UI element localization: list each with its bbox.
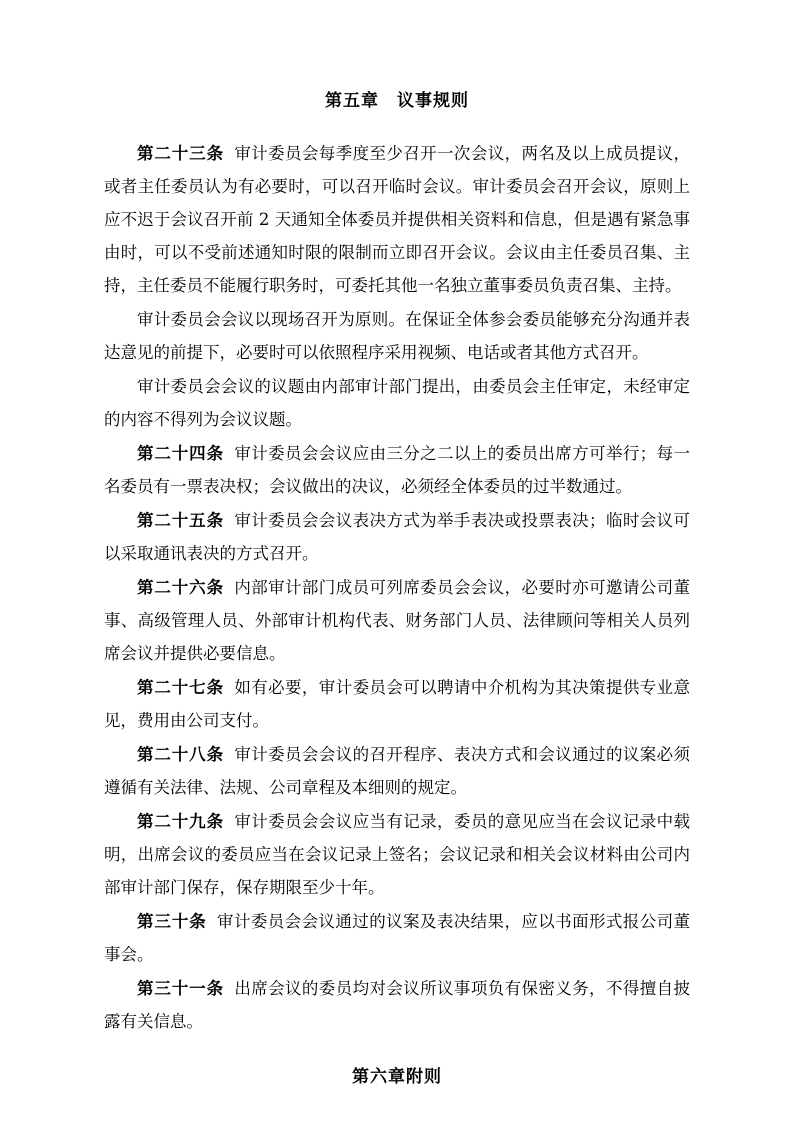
article-28 [104, 738, 690, 804]
article-29 [104, 805, 690, 904]
chapter-five-number: 第五章 [325, 91, 379, 111]
article-23-text: 审计委员会每季度至少召开一次会议，两名及以上成员提议，或者主任委员认为有必要时，可以召开临时会议。审计委员会召开会议，原则上应不迟于会议召开前 2 天通知全体委员并提供相关资料和信息，但是遇有紧急事由时，可以不受前述通知时限的限制而立即召开会议。会议由主任委员召集、主持，主任委员不能履行职务时，可委托其他一名独立董事委员负责召集、主持。 [104, 144, 690, 296]
article-24-number: 第二十四条 [137, 444, 224, 464]
article-23-number: 第二十三条 [137, 144, 224, 164]
article-24 [104, 437, 690, 503]
article-29-number: 第二十九条 [137, 812, 224, 832]
article-24-text: 审计委员会会议应由三分之二以上的委员出席方可举行；每一名委员有一票表决权；会议做出的决议，必须经全体委员的过半数通过。 [104, 444, 690, 497]
paragraph-meeting-topics [104, 370, 690, 436]
paragraph-meeting-form [104, 303, 690, 369]
article-31-text: 出席会议的委员均对会议所议事项负有保密义务，不得擅自披露有关信息。 [104, 979, 690, 1032]
paragraph-meeting-form-text: 审计委员会会议以现场召开为原则。在保证全体参会委员能够充分沟通并表达意见的前提下，必要时可以依照程序采用视频、电话或者其他方式召开。 [104, 310, 690, 363]
chapter-six-number: 第六章 [352, 1067, 406, 1088]
article-25-number: 第二十五条 [137, 511, 224, 531]
article-25 [104, 504, 690, 570]
article-26-number: 第二十六条 [137, 578, 224, 598]
article-23 [104, 137, 690, 302]
article-26 [104, 571, 690, 670]
article-29-text: 审计委员会会议应当有记录，委员的意见应当在会议记录中载明，出席会议的委员应当在会议记录上签名；会议记录和相关会议材料由公司内部审计部门保存，保存期限至少十年。 [104, 812, 690, 898]
article-30-number: 第三十条 [137, 912, 207, 932]
article-31-number: 第三十一条 [137, 979, 224, 999]
chapter-six-heading [104, 1064, 690, 1091]
article-26-text: 内部审计部门成员可列席委员会会议，必要时亦可邀请公司董事、高级管理人员、外部审计机构代表、财务部门人员、法律顾问等相关人员列席会议并提供必要信息。 [104, 578, 690, 664]
article-28-text: 审计委员会会议的召开程序、表决方式和会议通过的议案必须遵循有关法律、法规、公司章程及本细则的规定。 [104, 745, 690, 798]
article-27-number: 第二十七条 [137, 678, 224, 698]
article-28-number: 第二十八条 [137, 745, 224, 765]
chapter-six-title: 附则 [406, 1067, 442, 1088]
article-27 [104, 671, 690, 737]
article-30 [104, 905, 690, 971]
article-31 [104, 972, 690, 1038]
article-27-text: 如有必要，审计委员会可以聘请中介机构为其决策提供专业意见，费用由公司支付。 [104, 678, 690, 731]
chapter-five-heading [104, 88, 690, 115]
paragraph-meeting-topics-text: 审计委员会会议的议题由内部审计部门提出，由委员会主任审定，未经审定的内容不得列为会议议题。 [104, 377, 690, 430]
article-30-text: 审计委员会会议通过的议案及表决结果，应以书面形式报公司董事会。 [104, 912, 690, 965]
chapter-five-title: 议事规则 [397, 91, 469, 111]
document-body [104, 88, 690, 1091]
article-25-text: 审计委员会会议表决方式为举手表决或投票表决；临时会议可以采取通讯表决的方式召开。 [104, 511, 690, 564]
